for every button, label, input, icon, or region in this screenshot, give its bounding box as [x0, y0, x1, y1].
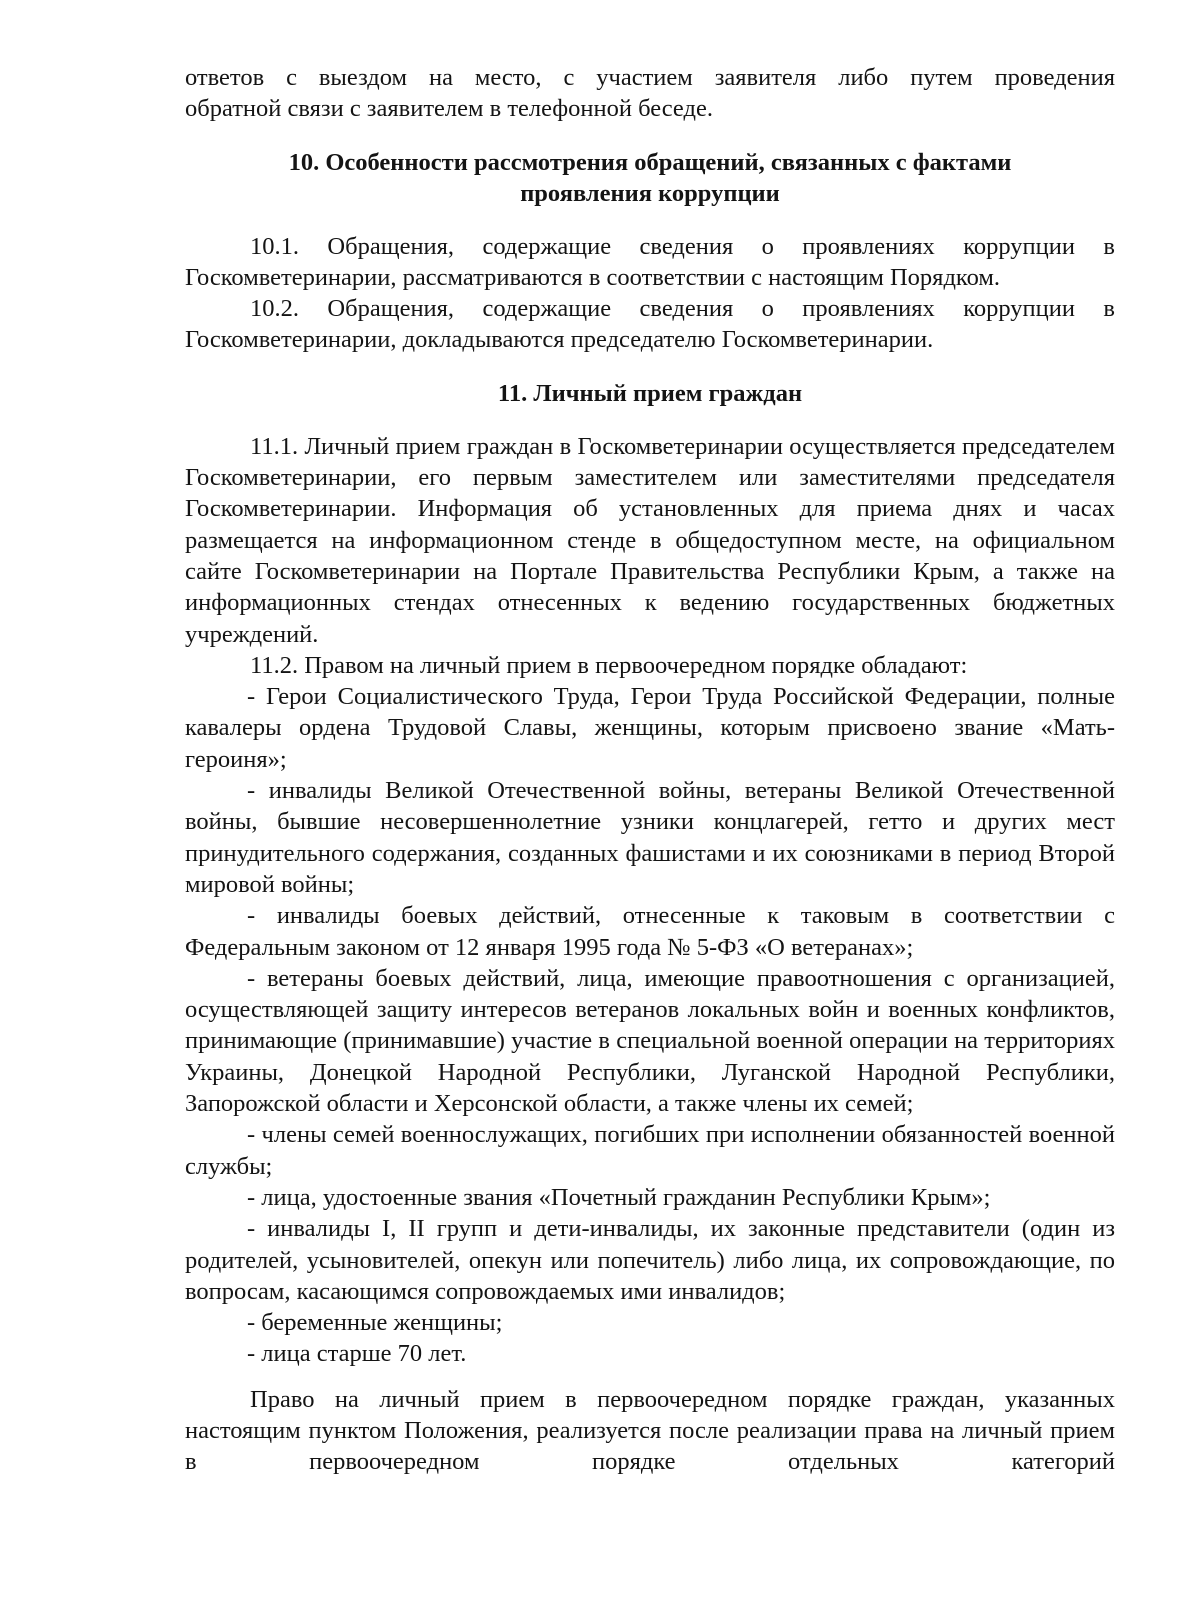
priority-list-item: - члены семей военнослужащих, погибших при исполнении обязанностей военной службы;: [185, 1121, 1115, 1180]
section-11-2-intro: 11.2. Правом на личный прием в первоочередном порядке обладают:: [250, 651, 968, 679]
priority-list-item: - Герои Социалистического Труда, Герои Труда Российской Федерации, полные кавалеры ордена Трудовой Славы, женщины, которым присвоено звание «Мать-героиня»;: [185, 683, 1115, 773]
priority-list-item: - ветераны боевых действий, лица, имеющие правоотношения с организацией, осуществляющей защиту интересов ветеранов локальных войн и военных конфликтов, принимающие (принимавшие) участие в специальной военной операции на территориях Украины, Донецкой Народной Республики, Луганской Народной Республики, Запорожской области и Херсонской области, а также члены их семей;: [185, 964, 1115, 1118]
section-10-heading-line-1: 10. Особенности рассмотрения обращений, связанных с фактами: [288, 148, 1012, 176]
priority-list-item: - лица, удостоенные звания «Почетный гражданин Республики Крым»;: [247, 1183, 991, 1211]
intro-line-1: ответов с выездом на место, с участием заявителя либо путем проведения: [185, 64, 1115, 91]
priority-list-item: - инвалиды Великой Отечественной войны, ветераны Великой Отечественной войны, бывшие несовершеннолетние узники концлагерей, гетто и других мест принудительного содержания, созданных фашистами и их союзниками в период Второй мировой войны;: [185, 777, 1115, 898]
document-body: [185, 62, 1115, 1478]
section-11-heading: 11. Личный прием граждан: [497, 379, 803, 407]
section-10-1-line-2: Госкомветеринарии, рассматриваются в соответствии с настоящим Порядком.: [185, 263, 1000, 291]
section-10-heading-line-2: проявления коррупции: [520, 179, 780, 207]
intro-line-2: обратной связи с заявителем в телефонной беседе.: [185, 95, 713, 123]
priority-list-item: - лица старше 70 лет.: [247, 1340, 467, 1368]
priority-list-item: - беременные женщины;: [247, 1309, 503, 1337]
section-10-2-line-1: 10.2. Обращения, содержащие сведения о проявлениях коррупции в: [250, 295, 1115, 323]
priority-list-item: - инвалиды I, II групп и дети-инвалиды, их законные представители (один из родителей, усыновителей, опекун или попечитель) либо лица, их сопровождающие, по вопросам, касающимся сопровождаемых ими инвалидов;: [185, 1215, 1115, 1305]
section-11-closing: Право на личный прием в первоочередном порядке граждан, указанных настоящим пунктом Положения, реализуется после реализации права на личный прием в первоочередном порядке отдельных категорий: [185, 1385, 1115, 1476]
priority-list-item: - инвалиды боевых действий, отнесенные к таковым в соответствии с Федеральным законом от 12 января 1995 года № 5-ФЗ «О ветеранах»;: [185, 902, 1115, 961]
section-10-1-line-1: 10.1. Обращения, содержащие сведения о проявлениях коррупции в: [250, 232, 1115, 260]
section-10-2-line-2: Госкомветеринарии, докладываются председателю Госкомветеринарии.: [185, 326, 934, 354]
section-11-1: 11.1. Личный прием граждан в Госкомветеринарии осуществляется председателем Госкомветеринарии, его первым заместителем или заместителями председателя Госкомветеринарии. Информация об установленных для приема днях и часах размещается на информационном стенде в общедоступном месте, на официальном сайте Госкомветеринарии на Портале Правительства Республики Крым, а также на информационных стендах отнесенных к ведению государственных бюджетных учреждений.: [185, 432, 1115, 648]
